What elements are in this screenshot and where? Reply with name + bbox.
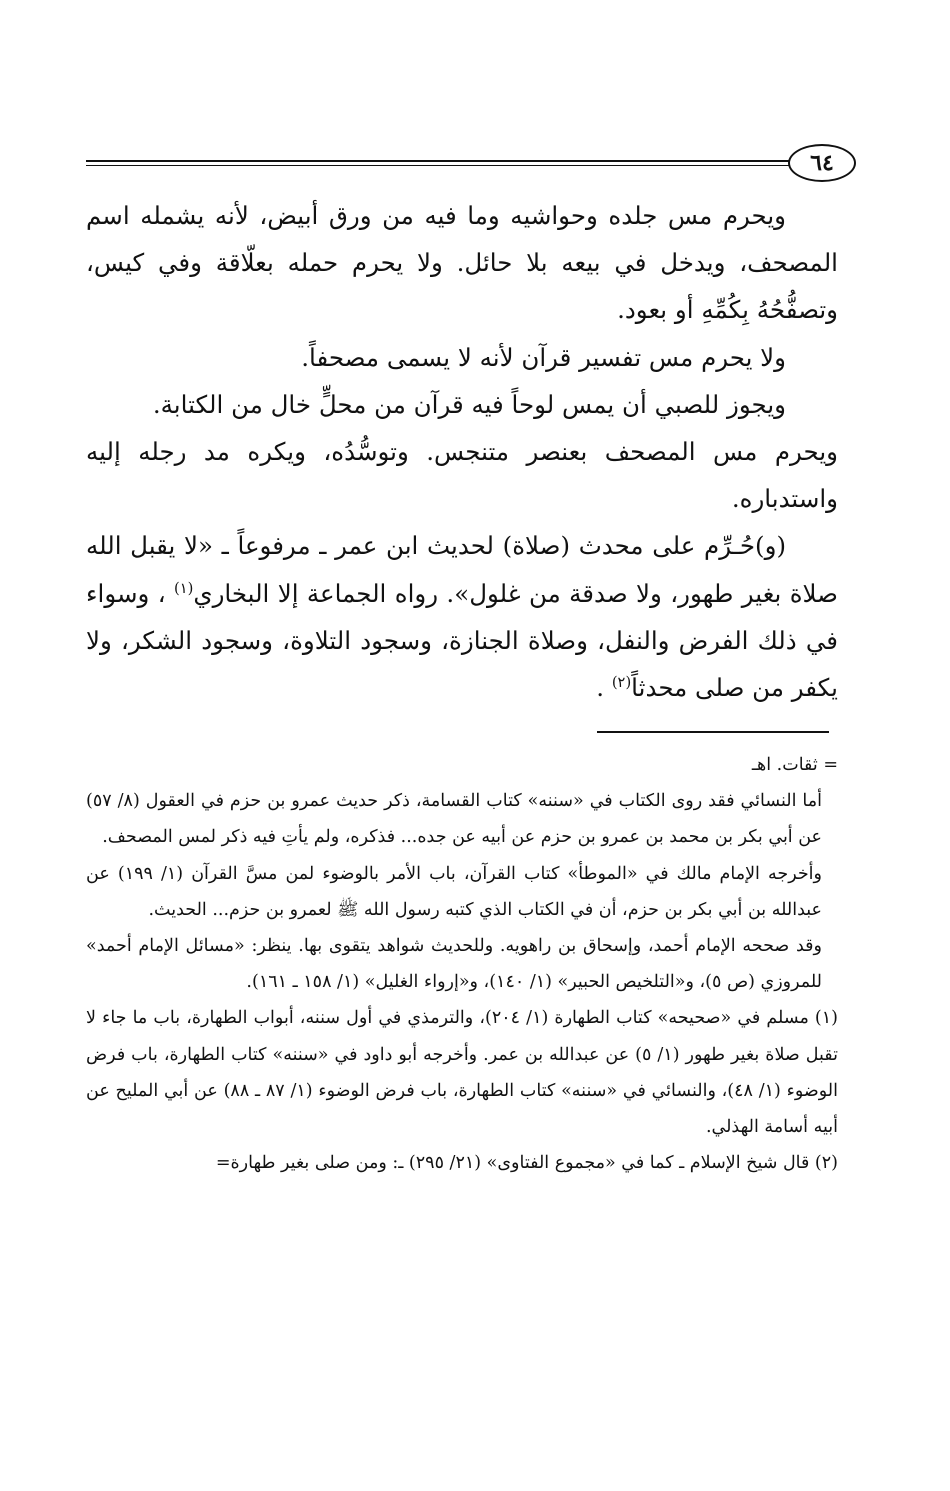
footnote-continuation: وأخرجه الإمام مالك في «الموطأ» كتاب القرآن، باب الأمر بالوضوء لمن مسَّ القرآن (١/ ١٩٩) عن عبدالله بن أبي بكر بن حزم، أن في الكتاب الذي كتبه رسول الله ﷺ لعمرو بن حزم... الحديث. — [86, 863, 822, 920]
paragraph-1: ويحرم مس جلده وحواشيه وما فيه من ورق أبيض، لأنه يشمله اسم المصحف، ويدخل في بيعه بلا حائل. ولا يحرم حمله بعلّاقة وفي كيس، وتصفُّحُهُ بِكُمِّهِ أو بعود. — [86, 201, 838, 325]
paragraph-4: ويحرم مس المصحف بعنصر متنجس. وتوسُّدُه، ويكره مد رجله إليه واستدباره. — [86, 437, 838, 514]
paragraph-3: ويجوز للصبي أن يمس لوحاً فيه قرآن من محلٍّ خال من الكتابة. — [152, 389, 786, 419]
footnotes — [86, 747, 838, 1181]
paragraph-5-end: . — [596, 673, 605, 703]
header-rule — [86, 160, 800, 162]
footnote-continuation: وقد صححه الإمام أحمد، وإسحاق بن راهويه. وللحديث شواهد يتقوى بها. ينظر: «مسائل الإمام أحمد» للمروزي (ص ٥)، و«التلخيص الحبير» (١/ ١٤٠)، و«إرواء الغليل» (١/ ١٥٨ ـ ١٦١). — [86, 936, 822, 993]
paragraph-5-rest: ، وسواء في ذلك الفرض والنفل، وصلاة الجنازة، وسجود التلاوة، وسجود الشكر، ولا يكفر من صلى محدثاً — [86, 578, 838, 703]
paragraph-5 — [86, 522, 838, 711]
main-text — [86, 192, 838, 711]
footnote-continuation-head: = ثقات. اهـ — [751, 755, 838, 775]
paragraph-5-text: (و)حُـرِّم على محدث (صلاة) لحديث ابن عمر ـ مرفوعاً ـ «لا يقبل الله صلاة بغير طهور، ولا صدقة من غلول». رواه الجماعة إلا البخاري — [86, 531, 838, 608]
footnote-continuation: أما النسائي فقد روى الكتاب في «سننه» كتاب القسامة، ذكر حديث عمرو بن حزم في العقول (٨/ ٥٧) عن أبي بكر بن محمد بن عمرو بن حزم عن أبيه عن جده... فذكره، ولم يأتِ فيه ذكر لمس المصحف. — [86, 791, 822, 848]
header-rule-thin — [86, 165, 800, 166]
paragraph-2: ولا يحرم مس تفسير قرآن لأنه لا يسمى مصحفاً. — [301, 342, 786, 372]
footnote-mark-2: (٢) — [611, 673, 632, 691]
footnote-mark-1: (١) — [174, 579, 194, 597]
footnote-separator — [597, 731, 829, 733]
page-header — [86, 144, 856, 184]
footnote-2: (٢) قال شيخ الإسلام ـ كما في «مجموع الفتاوى» (٢١/ ٢٩٥) ـ: ومن صلى بغير طهارة= — [215, 1153, 838, 1174]
page-number: ٦٤ — [788, 144, 856, 182]
footnote-1: (١) مسلم في «صحيحه» كتاب الطهارة (١/ ٢٠٤)، والترمذي في أول سننه، أبواب الطهارة، باب ما جاء لا تقبل صلاة بغير طهور (١/ ٥) عن عبدالله بن عمر. وأخرجه أبو داود في «سننه» كتاب الطهارة، باب فرض الوضوء (١/ ٤٨)، والنسائي في «سننه» كتاب الطهارة، باب فرض الوضوء (١/ ٨٧ ـ ٨٨) عن أبي المليح عن أبيه أسامة الهذلي. — [86, 1008, 838, 1138]
